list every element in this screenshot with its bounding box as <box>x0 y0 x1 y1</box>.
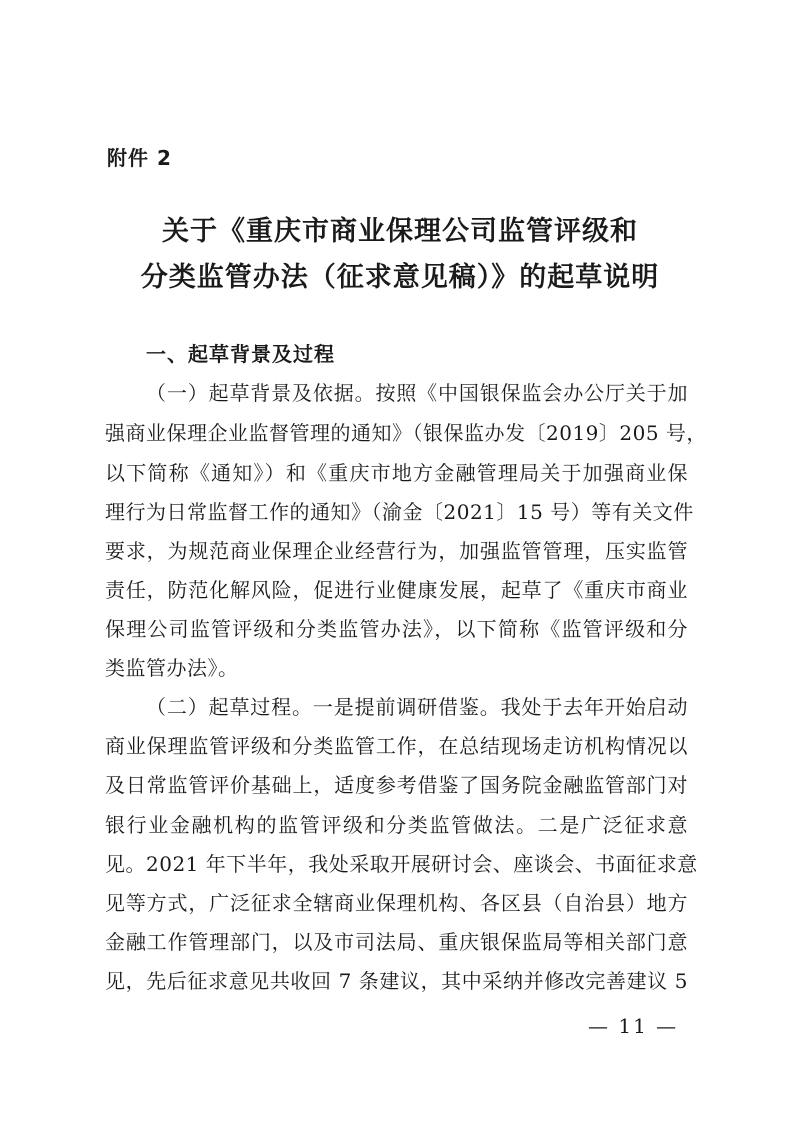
paragraph-line: 见。2021 年下半年，我处采取开展研讨会、座谈会、书面征求意 <box>105 852 698 876</box>
paragraph-line: 及日常监管评价基础上，适度参考借鉴了国务院金融监管部门对 <box>105 773 688 797</box>
attachment-label: 附件 2 <box>107 146 172 170</box>
paragraph-line: 保理公司监管评级和分类监管办法》，以下简称《监管评级和分 <box>105 617 688 641</box>
paragraph-line: 责任，防范化解风险，促进行业健康发展，起草了《重庆市商业 <box>105 578 688 602</box>
paragraph-line: 以下简称《通知》）和《重庆市地方金融管理局关于加强商业保 <box>105 461 688 485</box>
paragraph-line: 商业保理监管评级和分类监管工作，在总结现场走访机构情况以 <box>105 734 688 758</box>
paragraph-line: 强商业保理企业监督管理的通知》（银保监办发〔2019〕205 号， <box>105 421 707 445</box>
paragraph-line: （二）起草过程。一是提前调研借鉴。我处于去年开始启动 <box>146 695 688 719</box>
paragraph-line: 银行业金融机构的监管评级和分类监管做法。二是广泛征求意 <box>105 813 688 837</box>
paragraph-line: 要求，为规范商业保理企业经营行为，加强监管管理，压实监管 <box>105 539 688 563</box>
paragraph-line: 类监管办法》。 <box>105 656 239 680</box>
paragraph-line: 见，先后征求意见共收回 7 条建议，其中采纳并修改完善建议 5 <box>105 969 688 993</box>
page-number: — 11 — <box>588 1014 679 1038</box>
paragraph-line: 金融工作管理部门，以及市司法局、重庆银保监局等相关部门意 <box>105 930 688 954</box>
paragraph-line: 见等方式，广泛征求全辖商业保理机构、各区县（自治县）地方 <box>105 891 688 915</box>
document-title-line-2: 分类监管办法（征求意见稿）》的起草说明 <box>140 262 660 293</box>
section-heading: 一、起草背景及过程 <box>146 342 335 366</box>
document-title-line-1: 关于《重庆市商业保理公司监管评级和 <box>162 216 638 247</box>
paragraph-line: （一）起草背景及依据。按照《中国银保监会办公厅关于加 <box>146 381 688 405</box>
paragraph-line: 理行为日常监督工作的通知》（渝金〔2021〕15 号）等有关文件 <box>105 500 694 524</box>
